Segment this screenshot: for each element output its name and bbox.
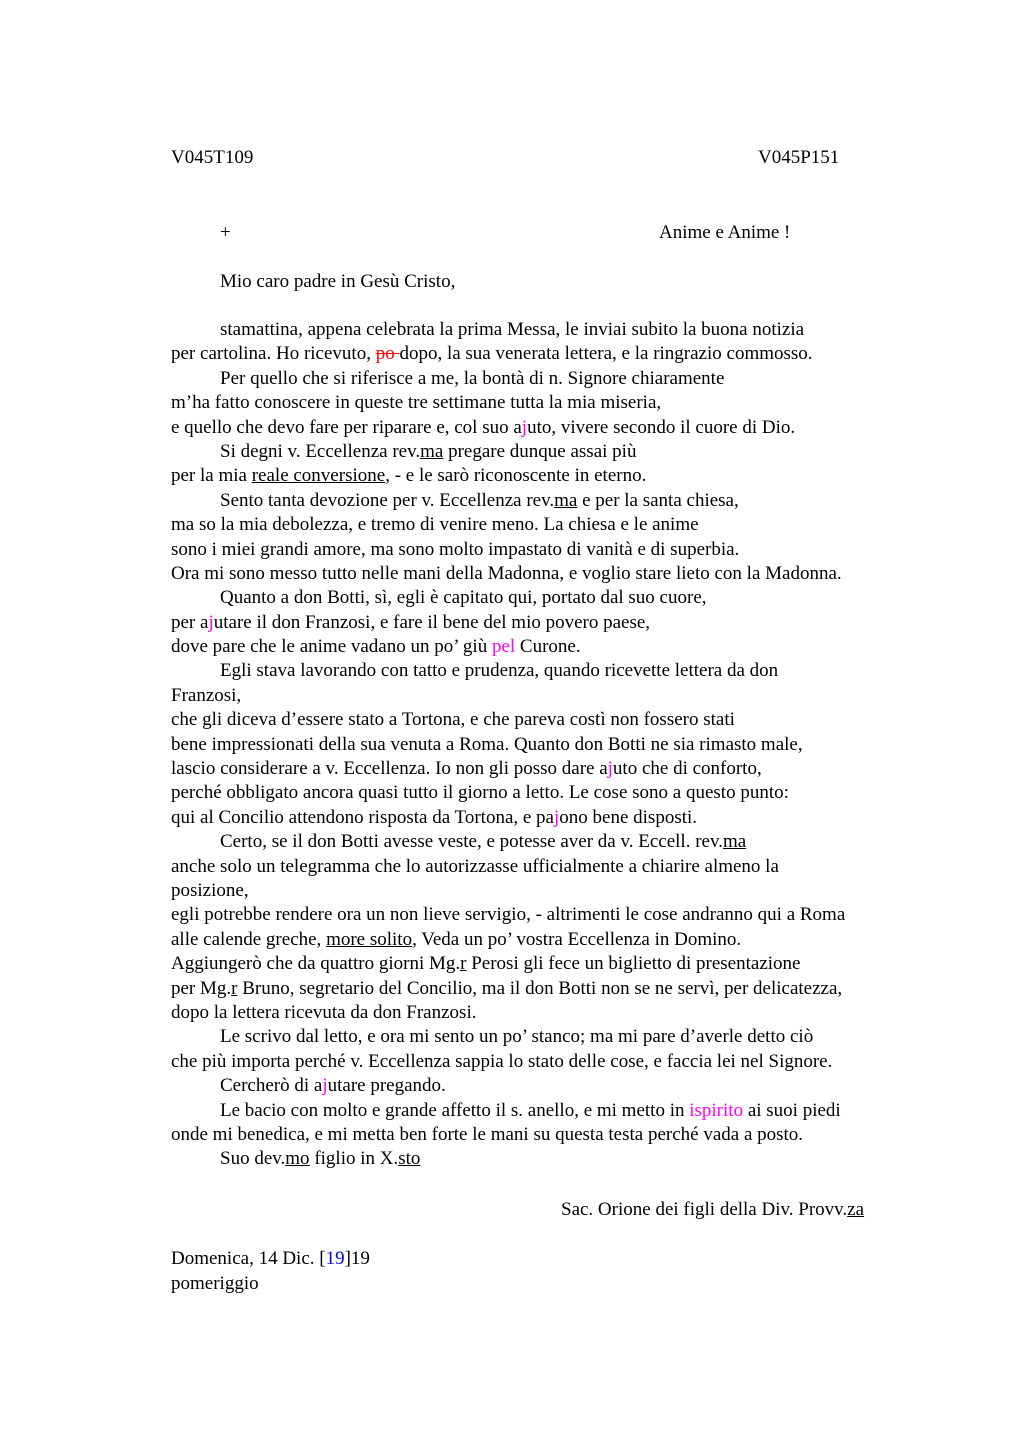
cross-symbol: + <box>220 222 231 243</box>
highlighted-letter: j <box>208 611 214 633</box>
date-line: Domenica, 14 Dic. [19]19 <box>171 1248 370 1269</box>
signature: Sac. Orione dei figli della Div. Provv.za <box>561 1199 865 1220</box>
body-line: qui al Concilio attendono risposta da Tortona, e pajono bene disposti. <box>171 806 698 828</box>
body-line: per ajutare il don Franzosi, e fare il bene del mio povero paese, <box>171 611 651 633</box>
body-line: Egli stava lavorando con tatto e prudenza, quando ricevette lettera da don <box>220 660 779 682</box>
letter-body <box>171 318 911 1172</box>
underlined-phrase: reale conversione <box>251 465 386 487</box>
body-line: e quello che devo fare per riparare e, col suo ajuto, vivere secondo il cuore di Dio. <box>171 416 796 438</box>
body-line: alle calende greche, more solito, Veda un po’ vostra Eccellenza in Domino. <box>171 928 742 950</box>
body-line: ma so la mia debolezza, e tremo di venire meno. La chiesa e le anime <box>171 514 699 536</box>
body-line: Aggiungerò che da quattro giorni Mg.r Perosi gli fece un biglietto di presentazione <box>171 953 801 975</box>
body-line: anche solo un telegramma che lo autorizzasse ufficialmente a chiarire almeno la <box>171 855 779 877</box>
body-line: perché obbligato ancora quasi tutto il giorno a letto. Le cose sono a questo punto: <box>171 782 789 804</box>
body-line: che più importa perché v. Eccellenza sappia lo stato delle cose, e faccia lei nel Signore. <box>171 1050 833 1072</box>
body-line: egli potrebbe rendere ora un non lieve servigio, - altrimenti le cose andranno qui a Roma <box>171 904 846 926</box>
highlighted-letter: j <box>322 1075 328 1097</box>
motto: Anime e Anime ! <box>659 222 791 243</box>
body-line: Cercherò di ajutare pregando. <box>220 1075 446 1097</box>
body-line: per la mia reale conversione, - e le sarò riconoscente in eterno. <box>171 465 647 487</box>
body-line: posizione, <box>171 879 249 901</box>
body-line: stamattina, appena celebrata la prima Messa, le inviai subito la buona notizia <box>220 319 805 340</box>
time-of-day: pomeriggio <box>171 1273 259 1294</box>
highlighted-letter: j <box>521 416 528 438</box>
archive-code-left: V045T109 <box>171 147 254 168</box>
body-line: Franzosi, <box>171 684 242 706</box>
underlined-phrase: more solito <box>326 928 413 950</box>
deleted-text: po <box>375 343 400 365</box>
body-line: dopo la lettera ricevuta da don Franzosi. <box>171 1001 477 1023</box>
body-line: Le bacio con molto e grande affetto il s. anello, e mi metto in ispirito ai suoi piedi <box>220 1099 841 1121</box>
body-line: Si degni v. Eccellenza rev.ma pregare dunque assai più <box>220 440 637 462</box>
body-line: onde mi benedica, e mi metta ben forte le mani su questa testa perché vada a posto. <box>171 1123 804 1145</box>
body-line: Quanto a don Botti, sì, egli è capitato qui, portato dal suo cuore, <box>220 587 707 609</box>
body-line: Certo, se il don Botti avesse veste, e potesse aver da v. Eccell. rev.ma <box>220 831 747 853</box>
body-line: Per quello che si riferisce a me, la bontà di n. Signore chiaramente <box>220 367 725 389</box>
editorial-insert: 19 <box>325 1248 345 1269</box>
highlighted-word: pel <box>491 636 516 658</box>
body-line: per Mg.r Bruno, segretario del Concilio, ma il don Botti non se ne servì, per delicatezza, <box>171 977 843 999</box>
closing-line: Suo dev.mo figlio in X.sto <box>220 1148 421 1170</box>
body-line: dove pare che le anime vadano un po’ giù pel Curone. <box>171 636 581 658</box>
body-line: Ora mi sono messo tutto nelle mani della Madonna, e voglio stare lieto con la Madonna. <box>171 562 842 584</box>
highlighted-word: ispirito <box>689 1099 744 1121</box>
body-line: lascio considerare a v. Eccellenza. Io non gli posso dare ajuto che di conforto, <box>171 758 762 780</box>
archive-code-right: V045P151 <box>758 147 840 168</box>
body-line: per cartolina. Ho ricevuto, po dopo, la sua venerata lettera, e la ringrazio commosso. <box>171 343 813 365</box>
body-line: m’ha fatto conoscere in queste tre settimane tutta la mia miseria, <box>171 392 662 414</box>
body-line: Sento tanta devozione per v. Eccellenza rev.ma e per la santa chiesa, <box>220 489 739 511</box>
highlighted-letter: j <box>554 806 560 828</box>
body-line: sono i miei grandi amore, ma sono molto impastato di vanità e di superbia. <box>171 538 740 560</box>
body-line: Le scrivo dal letto, e ora mi sento un po’ stanco; ma mi pare d’averle detto ciò <box>220 1026 814 1048</box>
highlighted-letter: j <box>607 758 613 780</box>
body-line: che gli diceva d’essere stato a Tortona, e che pareva costì non fossero stati <box>171 709 735 731</box>
body-line: bene impressionati della sua venuta a Roma. Quanto don Botti ne sia rimasto male, <box>171 733 803 755</box>
salutation: Mio caro padre in Gesù Cristo, <box>220 271 456 292</box>
